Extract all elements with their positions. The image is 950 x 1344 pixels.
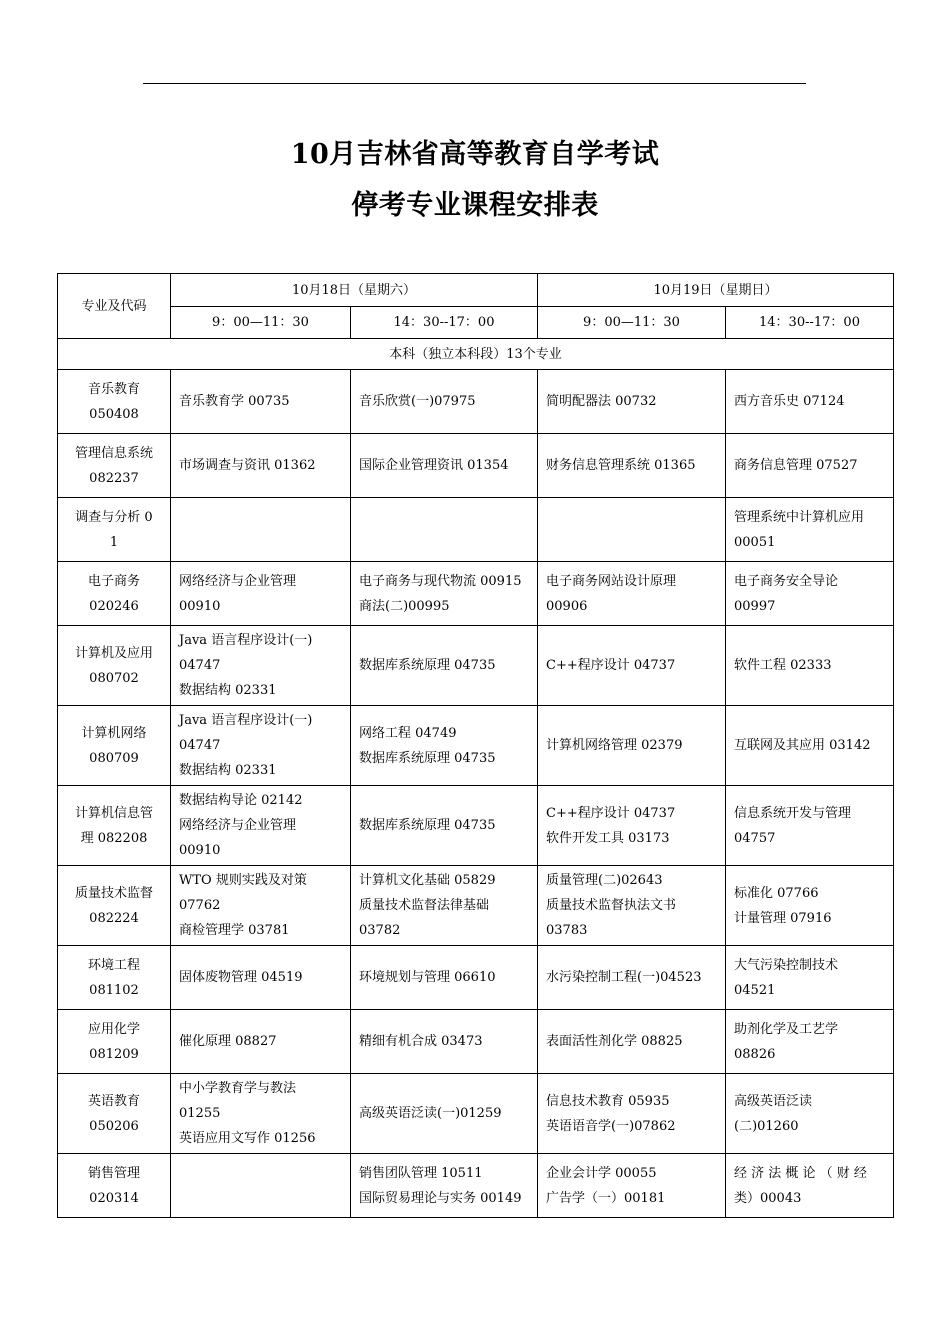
course-line: 销售团队管理 10511	[359, 1165, 483, 1181]
course-line: 质量管理(二)02643	[546, 873, 663, 888]
course-line: 商务信息管理 07527	[734, 458, 858, 473]
major-line: 应用化学	[87, 1021, 140, 1037]
course-line: 英语语音学(一)07862	[546, 1118, 676, 1134]
course-cell	[726, 1154, 894, 1218]
major-cell	[58, 1154, 171, 1218]
course-line: 大气污染控制技术	[734, 957, 839, 973]
course-line: 01255	[179, 1106, 221, 1121]
course-cell	[171, 1010, 351, 1074]
major-cell	[58, 626, 171, 706]
course-cell	[351, 1010, 538, 1074]
course-cell	[171, 1074, 351, 1154]
course-line: 质量技术监督法律基础	[359, 898, 490, 913]
course-cell	[171, 434, 351, 498]
course-cell	[538, 1010, 726, 1074]
course-cell	[726, 786, 894, 866]
major-cell	[58, 1010, 171, 1074]
course-line: 信息系统开发与管理	[734, 805, 852, 821]
page-subtitle: 停考专业课程安排表	[351, 190, 599, 221]
course-line: WTO 规则实践及对策	[179, 873, 307, 888]
major-line: 销售管理	[87, 1165, 140, 1181]
major-line: 计算机信息管	[74, 805, 153, 821]
course-cell	[351, 786, 538, 866]
corner-header: 专业及代码	[58, 274, 171, 339]
course-cell	[351, 434, 538, 498]
course-line: 网络经济与企业管理	[179, 818, 297, 833]
course-line: 计算机文化基础 05829	[359, 873, 496, 888]
course-cell	[538, 1154, 726, 1218]
course-cell	[726, 706, 894, 786]
time-header: 14：30--17：00	[351, 307, 538, 339]
page-title: 10月吉林省高等教育自学考试	[290, 139, 660, 170]
course-line: 03783	[546, 923, 588, 938]
major-line: 计算机及应用	[74, 645, 153, 661]
course-line: 电子商务网站设计原理	[546, 573, 677, 589]
table-row	[58, 626, 894, 706]
course-line: 市场调查与资讯 01362	[179, 458, 316, 473]
course-cell	[171, 946, 351, 1010]
major-line: 音乐教育	[87, 381, 140, 397]
major-line: 电子商务	[87, 573, 140, 589]
course-line: 08826	[734, 1046, 776, 1062]
course-cell	[351, 370, 538, 434]
time-header: 14：30--17：00	[726, 307, 894, 339]
course-line: 信息技术教育 05935	[546, 1093, 670, 1109]
course-line: 管理系统中计算机应用	[734, 509, 865, 525]
course-line: 助剂化学及工艺学	[734, 1021, 839, 1037]
course-line: 简明配器法 00732	[546, 394, 657, 409]
course-line: 表面活性剂化学 08825	[546, 1034, 683, 1049]
major-line: 调查与分析 0	[75, 509, 153, 525]
course-line: 数据库系统原理 04735	[359, 750, 496, 766]
course-cell	[351, 1154, 538, 1218]
major-cell	[58, 498, 171, 562]
major-line: 080709	[89, 750, 139, 766]
table-row	[58, 1154, 894, 1218]
schedule-table	[57, 273, 894, 1218]
table-row	[58, 1010, 894, 1074]
course-line: 音乐欣赏(一)07975	[359, 394, 476, 409]
major-cell	[58, 946, 171, 1010]
course-cell	[351, 626, 538, 706]
course-cell	[171, 370, 351, 434]
course-cell	[726, 946, 894, 1010]
major-line: 050206	[89, 1118, 139, 1134]
course-line: 财务信息管理系统 01365	[546, 458, 696, 473]
major-line: 050408	[89, 406, 139, 422]
course-line: 质量技术监督执法文书	[546, 898, 677, 913]
course-line: 企业会计学 00055	[546, 1165, 657, 1181]
course-line: Java 语言程序设计(一)	[179, 633, 313, 648]
course-line: 04757	[734, 830, 776, 846]
course-cell	[538, 498, 726, 562]
major-line: 020314	[89, 1190, 139, 1206]
course-line: 高级英语泛读	[734, 1093, 813, 1109]
course-cell	[171, 1154, 351, 1218]
table-row	[58, 866, 894, 946]
top-rule	[143, 83, 806, 84]
course-cell	[351, 866, 538, 946]
course-line: 国际贸易理论与实务 00149	[359, 1190, 522, 1206]
course-line: 商检管理学 03781	[179, 923, 290, 938]
day-header-2: 10月19日（星期日）	[538, 274, 894, 307]
course-cell	[351, 946, 538, 1010]
course-line: 广告学（一）00181	[546, 1190, 666, 1206]
course-line: 互联网及其应用 03142	[734, 738, 871, 753]
course-cell	[351, 498, 538, 562]
course-cell	[171, 626, 351, 706]
major-line: 1	[109, 534, 119, 550]
course-line: 国际企业管理资讯 01354	[359, 458, 509, 473]
major-line: 环境工程	[87, 957, 140, 973]
major-line: 081209	[89, 1046, 139, 1062]
course-line: 网络工程 04749	[359, 725, 457, 741]
course-line: 中小学教育学与教法	[179, 1081, 297, 1096]
major-line: 管理信息系统	[74, 445, 153, 461]
course-cell	[726, 434, 894, 498]
course-cell	[538, 866, 726, 946]
course-line: Java 语言程序设计(一)	[179, 713, 313, 728]
course-cell	[726, 1074, 894, 1154]
major-line: 082237	[89, 470, 139, 486]
course-cell	[538, 706, 726, 786]
major-line: 082224	[89, 910, 139, 926]
table-row	[58, 562, 894, 626]
course-cell	[351, 562, 538, 626]
course-cell	[351, 1074, 538, 1154]
course-line: 网络经济与企业管理	[179, 573, 297, 589]
course-line: 04521	[734, 982, 776, 998]
major-line: 080702	[89, 670, 139, 686]
major-cell	[58, 370, 171, 434]
course-line: 03782	[359, 923, 401, 938]
major-line: 计算机网络	[81, 725, 147, 741]
major-line: 081102	[89, 982, 139, 998]
course-line: 04747	[179, 738, 221, 753]
course-line: C++程序设计 04737	[546, 805, 676, 821]
major-cell	[58, 1074, 171, 1154]
course-cell	[171, 866, 351, 946]
table-row	[58, 370, 894, 434]
major-cell	[58, 706, 171, 786]
major-line: 020246	[89, 598, 139, 614]
course-line: 环境规划与管理 06610	[359, 970, 496, 985]
course-line: 英语应用文写作 01256	[179, 1131, 316, 1146]
course-cell	[726, 562, 894, 626]
course-line: 数据结构 02331	[179, 683, 277, 698]
course-line: 类）00043	[734, 1190, 802, 1206]
course-line: 07762	[179, 898, 221, 913]
course-line: 西方音乐史 07124	[734, 394, 845, 409]
course-line: 数据库系统原理 04735	[359, 818, 496, 833]
course-cell	[726, 866, 894, 946]
course-line: 00910	[179, 843, 221, 858]
course-line: 经 济 法 概 论 （ 财 经	[734, 1165, 867, 1181]
course-line: 商法(二)00995	[359, 598, 450, 614]
major-line: 理 082208	[80, 830, 148, 846]
course-cell	[351, 706, 538, 786]
course-cell	[726, 1010, 894, 1074]
course-line: 固体废物管理 04519	[179, 970, 303, 985]
table-row	[58, 1074, 894, 1154]
course-line: 00051	[734, 534, 776, 550]
time-header: 9：00—11：30	[171, 307, 351, 339]
major-line: 质量技术监督	[74, 885, 153, 901]
section-header: 本科（独立本科段）13个专业	[58, 339, 894, 370]
course-line: 软件开发工具 03173	[546, 830, 670, 846]
major-line: 英语教育	[87, 1093, 140, 1109]
course-cell	[538, 434, 726, 498]
course-line: 标准化 07766	[734, 885, 819, 901]
major-cell	[58, 434, 171, 498]
course-line: (二)01260	[734, 1118, 799, 1134]
course-cell	[171, 498, 351, 562]
course-line: 计量管理 07916	[734, 910, 832, 926]
course-cell	[726, 370, 894, 434]
table-row	[58, 786, 894, 866]
table-row	[58, 498, 894, 562]
course-cell	[538, 626, 726, 706]
course-cell	[538, 946, 726, 1010]
table-row	[58, 706, 894, 786]
course-cell	[538, 562, 726, 626]
course-cell	[171, 562, 351, 626]
course-line: 计算机网络管理 02379	[546, 738, 683, 753]
course-line: 催化原理 08827	[179, 1034, 277, 1049]
course-line: 00910	[179, 598, 221, 614]
course-line: C++程序设计 04737	[546, 658, 676, 673]
table-row	[58, 946, 894, 1010]
course-line: 精细有机合成 03473	[359, 1034, 483, 1049]
course-line: 数据库系统原理 04735	[359, 658, 496, 673]
course-cell	[726, 626, 894, 706]
course-line: 电子商务与现代物流 00915	[359, 573, 522, 589]
day-header-1: 10月18日（星期六）	[171, 274, 538, 307]
course-cell	[171, 786, 351, 866]
course-line: 音乐教育学 00735	[179, 394, 290, 409]
course-line: 电子商务安全导论	[734, 573, 839, 589]
table-row	[58, 434, 894, 498]
course-cell	[538, 370, 726, 434]
course-cell	[538, 786, 726, 866]
course-line: 软件工程 02333	[734, 658, 832, 673]
course-line: 00997	[734, 598, 776, 614]
major-cell	[58, 562, 171, 626]
course-cell	[171, 706, 351, 786]
major-cell	[58, 786, 171, 866]
course-cell	[726, 498, 894, 562]
course-line: 00906	[546, 598, 588, 614]
major-cell	[58, 866, 171, 946]
time-header: 9：00—11：30	[538, 307, 726, 339]
course-line: 数据结构导论 02142	[179, 793, 303, 808]
course-line: 水污染控制工程(一)04523	[546, 970, 702, 985]
course-line: 数据结构 02331	[179, 763, 277, 778]
course-line: 04747	[179, 658, 221, 673]
course-cell	[538, 1074, 726, 1154]
course-line: 高级英语泛读(一)01259	[359, 1106, 502, 1121]
